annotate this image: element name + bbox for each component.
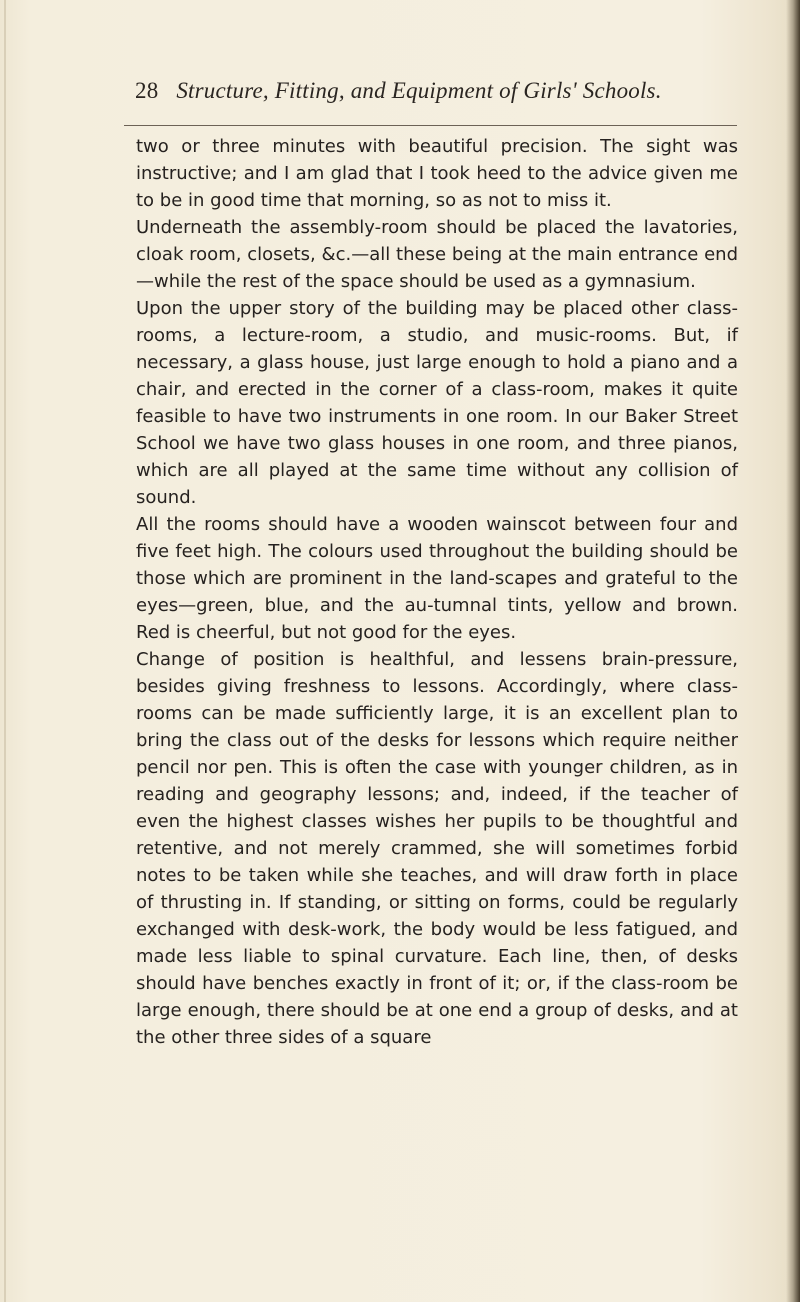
page-number: 28 bbox=[135, 78, 159, 103]
page-gutter bbox=[4, 0, 6, 1302]
header-rule bbox=[124, 125, 737, 126]
paragraph: Upon the upper story of the building may be placed other class-rooms, a lecture-room, a studio, and music-rooms. But, if necessary, a glass house, just large enough to hold a piano and a chair, and erected in the corner of a class-room, makes it quite feasible to have two instruments in one room. In our Baker Street School we have two glass houses in one room, and three pianos, which are all played at the same time without any collision of sound. bbox=[136, 298, 738, 508]
paragraph: Change of position is healthful, and lessens brain-pressure, besides giving freshness to lessons. Accordingly, where class-rooms can be made sufficiently large, it is an excellent plan to bring the class out of the desks for lessons which require neither pencil nor pen. This is often the case with younger children, as in reading and geography lessons; and, indeed, if the teacher of even the highest classes wishes her pupils to be thoughtful and retentive, and not merely crammed, she will sometimes forbid notes to be taken while she teaches, and will draw forth in place of thrusting in. If standing, or sitting on forms, could be regularly exchanged with desk-work, the body would be less fatigued, and made less liable to spinal curvature. Each line, then, of desks should have benches exactly in front of it; or, if the class-room be large enough, there should be at one end a group of desks, and at the other three sides of a square bbox=[136, 649, 738, 1048]
paragraph: All the rooms should have a wooden wainscot between four and five feet high. The colours used throughout the building should be those which are prominent in the land-scapes and grateful to the eyes—green, blue, and the au-tumnal tints, yellow and brown. Red is cheerful, but not good for the eyes. bbox=[136, 514, 738, 643]
body-text bbox=[136, 133, 738, 1051]
paragraph: Underneath the assembly-room should be placed the lavatories, cloak room, closets, &c.—all these being at the main entrance end—while the rest of the space should be used as a gymnasium. bbox=[136, 217, 738, 292]
page-header bbox=[135, 78, 735, 104]
paragraph: two or three minutes with beautiful precision. The sight was instructive; and I am glad that I took heed to the advice given me to be in good time that morning, so as not to miss it. bbox=[136, 136, 738, 211]
page-edge-shadow bbox=[786, 0, 800, 1302]
running-title: Structure, Fitting, and Equipment of Girls' Schools. bbox=[176, 78, 662, 103]
